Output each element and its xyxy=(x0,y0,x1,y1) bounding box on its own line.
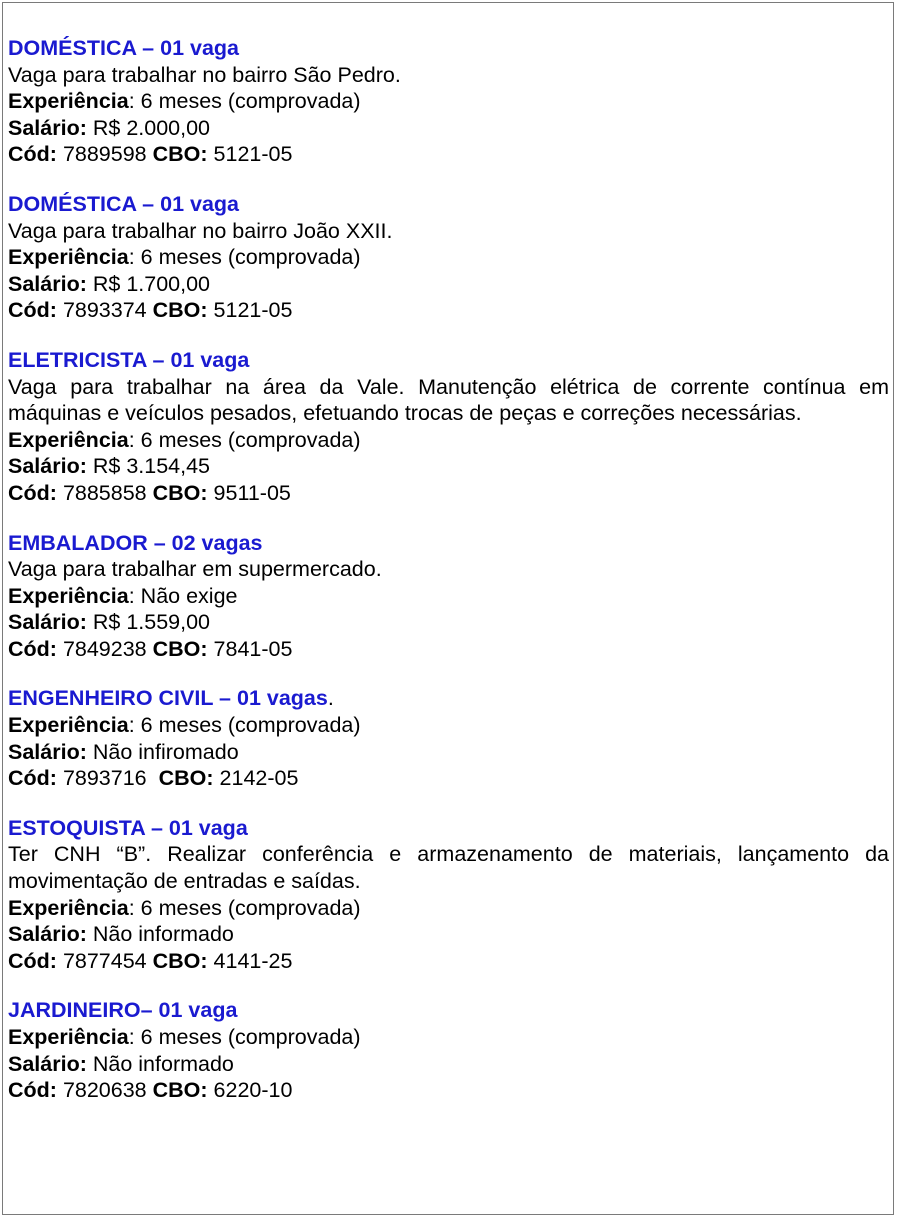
job-salary xyxy=(8,609,889,636)
job-description: Vaga para trabalhar no bairro São Pedro. xyxy=(8,62,401,87)
cbo-value: 2142-05 xyxy=(219,766,299,791)
code-label: Cód: xyxy=(8,636,57,661)
experience-value: : 6 meses (comprovada) xyxy=(128,1025,361,1049)
job-salary xyxy=(8,921,889,948)
salary-value: R$ 1.559,00 xyxy=(92,610,211,635)
salary-value: R$ 1.700,00 xyxy=(92,271,211,296)
cbo-label: CBO: xyxy=(152,636,208,661)
experience-label: Experiência xyxy=(8,245,129,270)
experience-value: : 6 meses (comprovada) xyxy=(128,89,361,114)
cbo-value: 7841-05 xyxy=(213,636,293,661)
job-codes xyxy=(8,480,889,507)
salary-value: R$ 2.000,00 xyxy=(92,115,211,140)
code-label: Cód: xyxy=(8,142,57,167)
job-experience xyxy=(8,712,889,739)
job-codes xyxy=(8,948,889,975)
code-label: Cód: xyxy=(8,1078,57,1103)
cbo-label: CBO: xyxy=(152,298,208,323)
job-codes xyxy=(8,141,889,168)
job-experience xyxy=(8,88,889,115)
code-label: Cód: xyxy=(8,298,57,323)
job-entry-eletricista xyxy=(8,347,889,507)
salary-label: Salário: xyxy=(8,739,87,764)
cbo-label: CBO: xyxy=(152,480,208,505)
job-experience xyxy=(8,244,889,271)
job-entry-estoquista xyxy=(8,815,889,975)
job-codes xyxy=(8,1077,889,1104)
job-salary xyxy=(8,739,889,766)
cbo-label: CBO: xyxy=(158,766,214,791)
job-title-suffix: . xyxy=(327,686,334,711)
job-experience xyxy=(8,427,889,454)
experience-value: : 6 meses (comprovada) xyxy=(128,245,361,270)
experience-value: : 6 meses (comprovada) xyxy=(128,427,361,452)
job-title: ESTOQUISTA – 01 vaga xyxy=(8,815,248,840)
job-title: EMBALADOR – 02 vagas xyxy=(8,530,263,555)
job-salary xyxy=(8,271,889,298)
code-value: 7893716 xyxy=(62,766,153,791)
job-title-line xyxy=(8,685,889,712)
job-codes xyxy=(8,297,889,324)
job-description: Ter CNH “B”. Realizar conferência e armazenamento de materiais, lançamento da movimentação de entradas e saídas. xyxy=(8,842,889,894)
job-entry-jardineiro xyxy=(8,997,889,1103)
job-codes xyxy=(8,636,889,663)
job-title: JARDINEIRO– 01 vaga xyxy=(8,998,238,1023)
code-value: 7849238 xyxy=(62,636,147,661)
job-entry-domestica-sao-pedro xyxy=(8,35,889,168)
job-entry-engenheiro-civil xyxy=(8,685,889,791)
salary-label: Salário: xyxy=(8,1051,87,1076)
salary-label: Salário: xyxy=(8,454,87,479)
job-salary xyxy=(8,453,889,480)
code-value: 7877454 xyxy=(62,948,147,973)
salary-label: Salário: xyxy=(8,922,87,947)
experience-label: Experiência xyxy=(8,1025,129,1049)
cbo-value: 5121-05 xyxy=(213,298,293,323)
code-value: 7889598 xyxy=(62,142,147,167)
salary-value: Não informado xyxy=(92,1051,234,1076)
job-experience xyxy=(8,583,889,610)
job-title: ELETRICISTA – 01 vaga xyxy=(8,347,250,372)
code-label: Cód: xyxy=(8,480,57,505)
salary-label: Salário: xyxy=(8,115,87,140)
experience-label: Experiência xyxy=(8,583,129,608)
job-description: Vaga para trabalhar em supermercado. xyxy=(8,557,382,582)
code-value: 7820638 xyxy=(62,1078,147,1103)
experience-value: : 6 meses (comprovada) xyxy=(128,713,361,738)
experience-value: : Não exige xyxy=(128,583,238,608)
job-listing-page xyxy=(2,2,894,1215)
job-description: Vaga para trabalhar no bairro João XXII. xyxy=(8,218,393,243)
job-title: DOMÉSTICA – 01 vaga xyxy=(8,191,239,216)
code-label: Cód: xyxy=(8,766,57,791)
experience-value: : 6 meses (comprovada) xyxy=(128,895,361,920)
code-label: Cód: xyxy=(8,948,57,973)
cbo-value: 9511-05 xyxy=(213,480,291,505)
job-experience xyxy=(8,1024,889,1051)
salary-label: Salário: xyxy=(8,610,87,635)
job-salary xyxy=(8,1051,889,1078)
code-value: 7885858 xyxy=(62,480,147,505)
salary-label: Salário: xyxy=(8,271,87,296)
job-list xyxy=(8,35,889,1127)
salary-value: R$ 3.154,45 xyxy=(92,454,211,479)
cbo-value: 5121-05 xyxy=(213,142,293,167)
cbo-label: CBO: xyxy=(152,948,208,973)
job-experience xyxy=(8,895,889,922)
job-entry-embalador xyxy=(8,530,889,663)
salary-value: Não infiromado xyxy=(92,739,239,764)
cbo-value: 6220-10 xyxy=(213,1078,293,1103)
job-salary xyxy=(8,115,889,142)
experience-label: Experiência xyxy=(8,895,129,920)
salary-value: Não informado xyxy=(92,922,234,947)
job-entry-domestica-joao-xxii xyxy=(8,191,889,324)
job-title: DOMÉSTICA – 01 vaga xyxy=(8,36,239,60)
job-codes xyxy=(8,765,889,792)
cbo-label: CBO: xyxy=(152,1078,208,1103)
experience-label: Experiência xyxy=(8,427,129,452)
job-description: Vaga para trabalhar na área da Vale. Manutenção elétrica de corrente contínua em máquinas e veículos pesados, efetuando trocas de peças e correções necessárias. xyxy=(8,374,889,426)
cbo-label: CBO: xyxy=(152,142,208,167)
job-title: ENGENHEIRO CIVIL – 01 vagas xyxy=(8,686,328,711)
cbo-value: 4141-25 xyxy=(213,948,293,973)
experience-label: Experiência xyxy=(8,89,129,114)
code-value: 7893374 xyxy=(62,298,147,323)
experience-label: Experiência xyxy=(8,713,129,738)
